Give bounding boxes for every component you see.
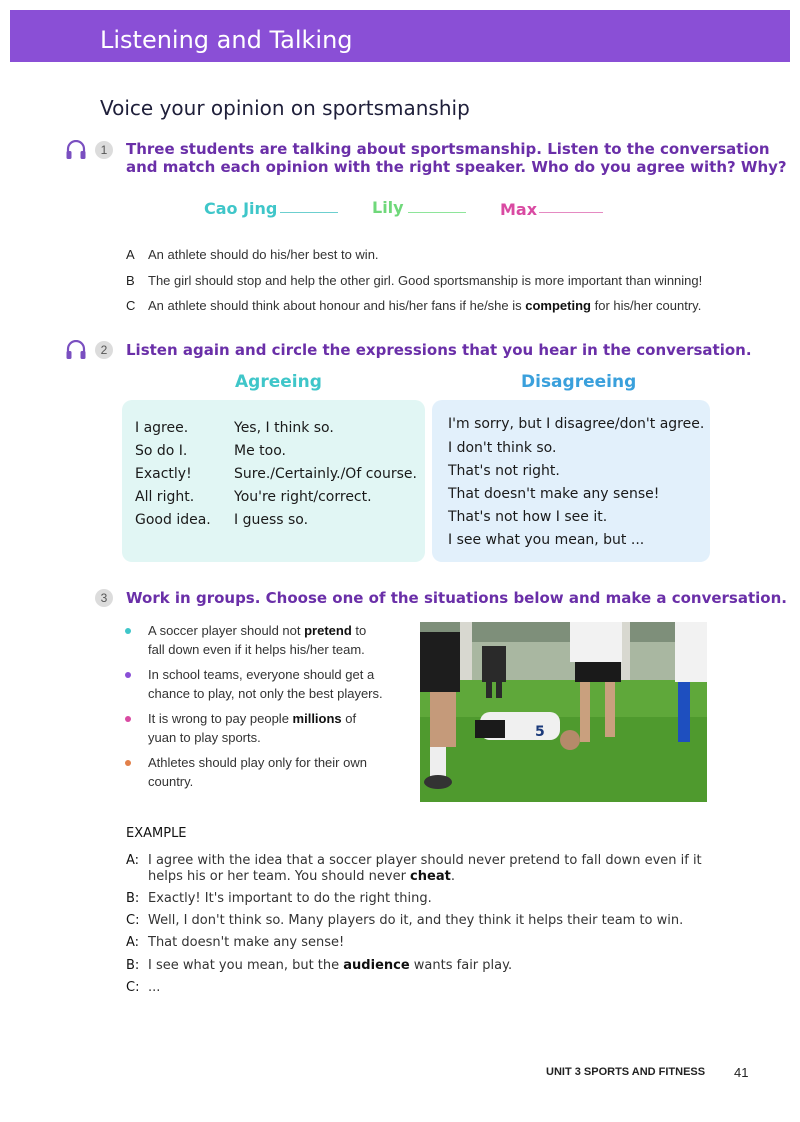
example-line: I agree with the idea that a soccer player should never pretend to fall down even if it helps his or her team. You should never cheat. [148, 853, 702, 884]
keyword-audience: audience [343, 958, 410, 973]
expression-agree[interactable]: Good idea. [135, 512, 211, 528]
expression-disagree[interactable]: I see what you mean, but ... [448, 532, 645, 548]
keyword-pretend: pretend [304, 623, 352, 638]
expression-agree[interactable]: Me too. [234, 443, 286, 459]
expression-agree[interactable]: So do I. [135, 443, 188, 459]
example-speaker: B: [126, 958, 140, 973]
option-letter-b: B [126, 273, 135, 288]
example-speaker: C: [126, 980, 140, 995]
expression-disagree[interactable]: I don't think so. [448, 440, 557, 456]
bullet-dot [125, 760, 131, 766]
bullet-dot [125, 628, 131, 634]
task-number-1: 1 [95, 141, 113, 159]
expression-disagree[interactable]: That's not how I see it. [448, 509, 608, 525]
page-header-title: Listening and Talking [100, 26, 353, 54]
task-number-2: 2 [95, 341, 113, 359]
bullet-dot [125, 716, 131, 722]
speaker-cao-jing: Cao Jing [204, 199, 278, 218]
example-line: ... [148, 980, 161, 995]
example-speaker: C: [126, 913, 140, 928]
expression-agree[interactable]: Exactly! [135, 466, 192, 482]
keyword-millions: millions [292, 711, 342, 726]
example-line: Exactly! It's important to do the right thing. [148, 891, 432, 906]
example-speaker: A: [126, 935, 140, 950]
footer-unit-title: UNIT 3 SPORTS AND FITNESS [546, 1066, 706, 1078]
page-number: 41 [734, 1065, 749, 1080]
expression-agree[interactable]: All right. [135, 489, 195, 505]
soccer-photo [420, 622, 707, 802]
situation-4: Athletes should play only for their own country. [148, 755, 367, 789]
answer-blank-cao-jing[interactable] [280, 212, 338, 213]
expression-agree[interactable]: I guess so. [234, 512, 309, 528]
example-line: Well, I don't think so. Many players do it, and they think it helps their team to win. [148, 913, 684, 928]
situation-2: In school teams, everyone should get a chance to play, not only the best players. [148, 667, 383, 701]
option-text-b: The girl should stop and help the other girl. Good sportsmanship is more important than winning! [148, 273, 703, 288]
task2-instruction: Listen again and circle the expressions that you hear in the conversation. [126, 341, 752, 359]
option-text-c: An athlete should think about honour and his/her fans if he/she is competing for his/her country. [148, 298, 702, 313]
answer-blank-lily[interactable] [408, 212, 466, 213]
headphones-icon [65, 140, 87, 160]
example-speaker: A: [126, 853, 140, 868]
headphones-icon [65, 340, 87, 360]
option-letter-c: C [126, 298, 136, 313]
task1-instruction-line2: and match each opinion with the right speaker. Who do you agree with? Why? [126, 158, 787, 176]
option-text-a: An athlete should do his/her best to win. [148, 247, 379, 262]
example-speaker: B: [126, 891, 140, 906]
situation-1: A soccer player should not pretend to fall down even if it helps his/her team. [148, 623, 367, 657]
section-title: Voice your opinion on sportsmanship [100, 96, 470, 120]
keyword-cheat: cheat [410, 869, 451, 884]
task3-instruction: Work in groups. Choose one of the situations below and make a conversation. [126, 589, 787, 607]
expression-disagree[interactable]: That doesn't make any sense! [448, 486, 660, 502]
option-letter-a: A [126, 247, 135, 262]
task-number-3: 3 [95, 589, 113, 607]
expression-agree[interactable]: I agree. [135, 420, 189, 436]
disagreeing-heading: Disagreeing [521, 372, 637, 392]
example-line: I see what you mean, but the audience wants fair play. [148, 958, 513, 973]
expression-agree[interactable]: You're right/correct. [234, 489, 372, 505]
speaker-lily: Lily [372, 198, 404, 217]
speaker-max: Max [500, 200, 538, 219]
example-line: That doesn't make any sense! [148, 935, 345, 950]
jersey-number: 5 [535, 724, 545, 740]
keyword-competing: competing [525, 298, 591, 313]
task1-instruction-line1: Three students are talking about sportsmanship. Listen to the conversation [126, 140, 770, 158]
example-label: EXAMPLE [126, 826, 187, 841]
expression-agree[interactable]: Sure./Certainly./Of course. [234, 466, 417, 482]
situation-3: It is wrong to pay people millions of yuan to play sports. [148, 711, 357, 745]
expression-agree[interactable]: Yes, I think so. [234, 420, 334, 436]
bullet-dot [125, 672, 131, 678]
expression-disagree[interactable]: That's not right. [448, 463, 560, 479]
agreeing-heading: Agreeing [235, 372, 322, 392]
answer-blank-max[interactable] [539, 212, 603, 213]
expression-disagree[interactable]: I'm sorry, but I disagree/don't agree. [448, 416, 705, 432]
